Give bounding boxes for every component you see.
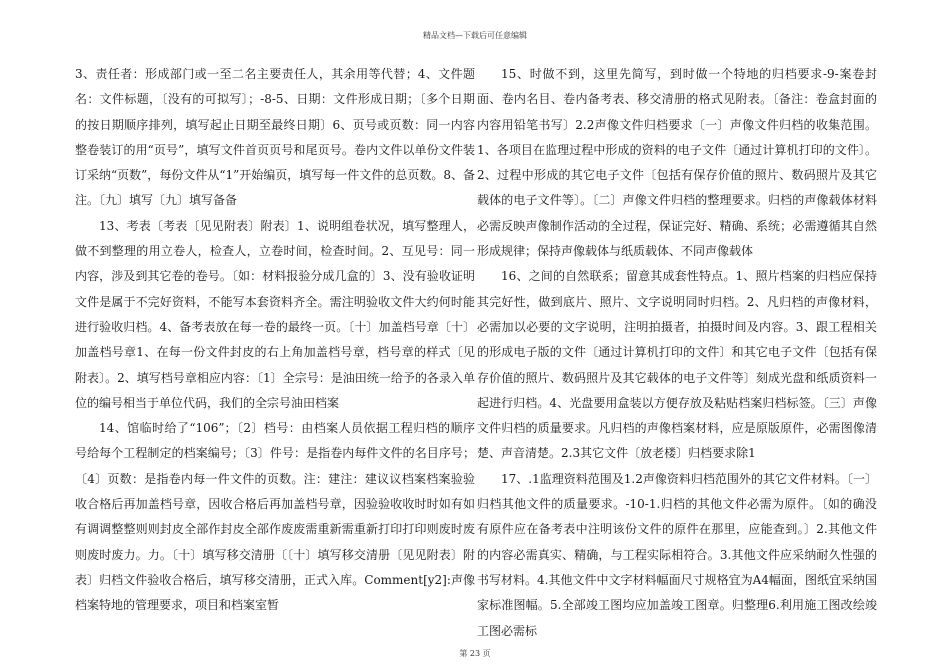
page-number: 第 23 页 — [459, 649, 491, 658]
paragraph: 17、.1监理资料范围及1.2声像资料归档范围外的其它文件材料。〔一〕归档其他文件的质量要求。-10-1.归档的其他文件必需为原件。〔如的确没有原件应在备考表中注明该份文件的原件在那里，应能查到。〕2.其他文件的内容必需真实、精确，与工程实际相符合。3.其他文件应采纳耐久性强的书写材料。4.其他文件中文字材料幅面尺寸规格宜为A4幅面，图纸宜采纳国家标准图幅。5.全部竣工图均应加盖竣工图章。归整理6.利用施工图改绘竣工图必需标 — [477, 471, 877, 638]
left-column — [75, 62, 475, 619]
page-header: 精品文档—下载后可任意编辑 — [423, 31, 527, 40]
paragraph: 15、时做不到，这里先简写，到时做一个特地的归档要求-9-案卷封面、卷内名目、卷内备考表、移交清册的格式见附表。〔备注：卷盒封面的内容用铅笔书写〕2.2声像文件归档要求〔一〕声像文件归档的收集范围。1、各项目在监理过程中形成的资料的电子文件〔通过计算机打印的文件〕。2、过程中形成的其它电子文件〔包括有保存价值的照片、数码照片及其它载体的电子文件等〕。〔二〕声像文件归档的整理要求。归档的声像载体材料必需反映声像制作活动的全过程，保证完好、精确、系统；必需遵循其自然形成规律；保持声像载体与纸质载体、不同声像载体 — [477, 67, 877, 259]
paragraph: 14、馆临时给了“106”；〔2〕档号：由档案人员依据工程归档的顺序号给每个工程制定的档案编号；〔3〕件号：是指卷内每件文件的名目序号；〔4〕页数：是指卷内每一件文件的页数。注：建注：建议议档案档案验验收合格后再加盖档号章，因收合格后再加盖档号章，因验验收收时时如有如有调调整整则则封皮全部作封皮全部作废废需重新需重新打印打印则废时废则废时废力。力。〔十〕填写移交清册〔〔十〕填写移交清册〔见见附表〕附表〕归档文件验收合格后，填写移交清册，正式入库。Comment[y2]:声像档案特地的管理要求，项目和档案室暂 — [75, 421, 475, 613]
paragraph: 16、之间的自然联系；留意其成套性特点。1、照片档案的归档应保持其完好性，做到底片、照片、文字说明同时归档。2、凡归档的声像材料，必需加以必要的文字说明，注明拍摄者，拍摄时间及内容。3、跟工程相关的形成电子版的文件〔通过计算机打印的文件〕和其它电子文件〔包括有保存价值的照片、数码照片及其它载体的电子文件等〕刻成光盘和纸质资料一起进行归档。4、光盘要用盒装以方便存放及粘贴档案归档标签。〔三〕声像文件归档的质量要求。凡归档的声像档案材料，应是原版原件，必需图像清楚、声音清楚。2.3其它文件〔放老楼〕归档要求除1 — [477, 269, 877, 461]
paragraph: 13、考表〔考表〔见见附表〕附表〕1、说明组卷状况，填写整理人，做不到整理的用立卷人，检查人，立卷时间，检查时间。2、互见号：同一内容，涉及到其它卷的卷号。〔如：材料报验分成几盒的〕3、没有验收证明文件是属于不完好资料，不能写本套资料齐全。需注明验收文件大约何时能进行验收归档。4、备考表放在每一卷的最终一页。〔十〕加盖档号章〔十〕加盖档号章1、在每一份文件封皮的右上角加盖档号章，档号章的样式〔见附表〕。2、填写档号章相应内容：〔1〕全宗号：是油田统一给予的各录入单位的编号相当于单位代码，我们的全宗号油田档案 — [75, 218, 475, 410]
right-column — [477, 62, 877, 644]
paragraph: 3、责任者：形成部门或一至二名主要责任人，其余用等代替；4、文件题名：文件标题，〔没有的可拟写〕；-8-5、日期：文件形成日期；〔多个日期的按日期顺序排列，填写起止日期至最终日期〕6、页号或页数：同一内容整卷装订的用“页号”，填写文件首页页号和尾页号。卷内文件以单份文件装订采纳“页数”，每份文件从“1”开始编页，填写每一件文件的总页数。8、备注。〔九〕填写〔九〕填写备备 — [75, 67, 475, 208]
